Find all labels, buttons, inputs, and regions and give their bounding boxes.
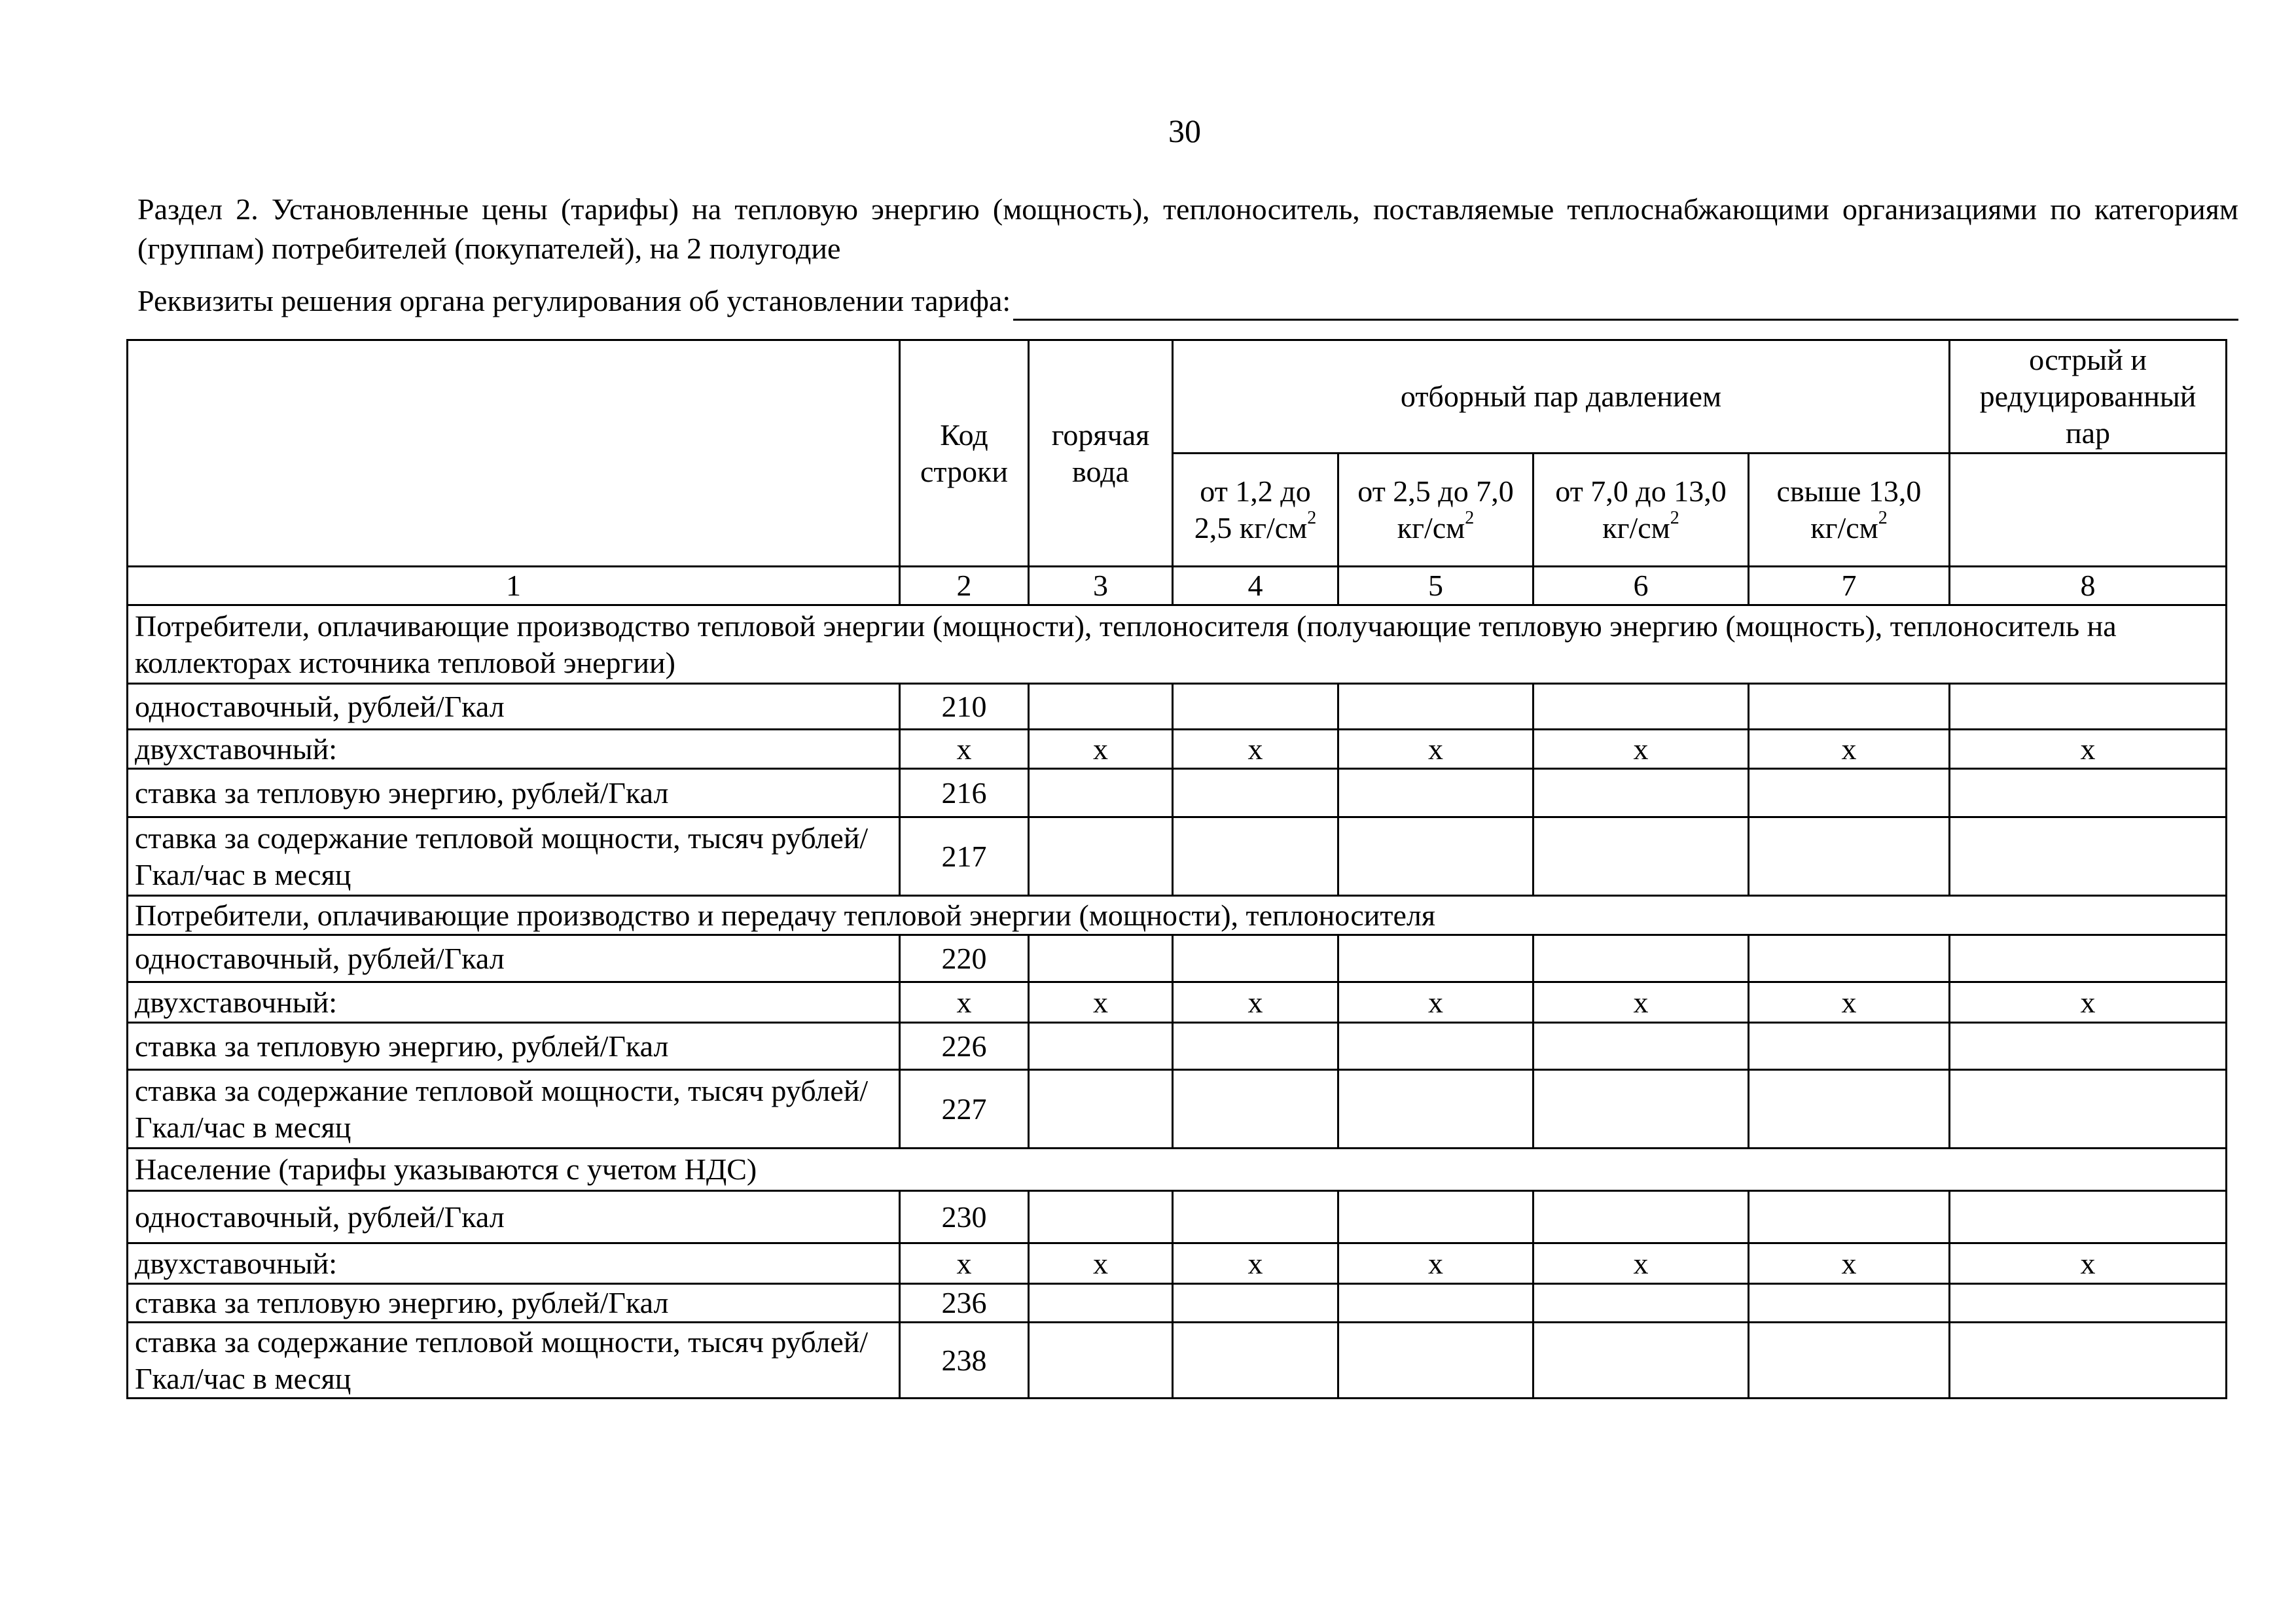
row-label: ставка за содержание тепловой мощности, тысяч рублей/Гкал/час в месяц [128,1323,900,1399]
value-cell [1173,1070,1338,1149]
value-cell [1534,1323,1749,1399]
row-code: 216 [900,769,1029,817]
header-code: Код строки [900,340,1029,567]
group-row [128,605,2227,684]
value-cell [1338,1284,1534,1323]
row-label: двухставочный: [128,730,900,769]
value-cell [1029,817,1173,896]
row-code: 236 [900,1284,1029,1323]
header-pressure-1-range: от 1,2 до 2,5 [1194,474,1311,544]
value-cell [1173,817,1338,896]
value-cell [1029,684,1173,730]
row-code: 210 [900,684,1029,730]
value-cell [1950,1284,2227,1323]
value-cell [1029,1070,1173,1149]
value-cell [1749,817,1950,896]
value-cell [1338,1023,1534,1070]
column-number-row [128,567,2227,605]
column-number: 1 [128,567,900,605]
value-cell: x [1173,730,1338,769]
table-row [128,935,2227,982]
value-cell [1950,817,2227,896]
header-pressure-1-unit: кг/см [1239,511,1308,544]
value-cell: x [1338,982,1534,1023]
value-cell [1749,1284,1950,1323]
value-cell [1749,1191,1950,1243]
value-cell: x [1173,1243,1338,1284]
value-cell [1029,1323,1173,1399]
header-pressure-3 [1534,454,1749,567]
value-cell: x [1338,1243,1534,1284]
row-label: ставка за содержание тепловой мощности, тысяч рублей/Гкал/час в месяц [128,1070,900,1149]
row-code: 227 [900,1070,1029,1149]
value-cell [1534,1284,1749,1323]
value-cell: x [1950,982,2227,1023]
column-number: 2 [900,567,1029,605]
group-title: Потребители, оплачивающие производство и передачу тепловой энергии (мощности), теплоносителя [128,896,2227,935]
value-cell [1950,769,2227,817]
value-cell [1749,684,1950,730]
value-cell [1534,1070,1749,1149]
value-cell: x [1749,1243,1950,1284]
row-label: одноставочный, рублей/Гкал [128,1191,900,1243]
value-cell [1749,769,1950,817]
row-label: ставка за тепловую энергию, рублей/Гкал [128,769,900,817]
table-row [128,1323,2227,1399]
group-title: Потребители, оплачивающие производство тепловой энергии (мощности), теплоносителя (получающие тепловую энергию (мощность), теплоноситель на коллекторах источника тепловой энергии) [128,605,2227,684]
column-number: 8 [1950,567,2227,605]
header-name-column [128,340,900,567]
table-row [128,1023,2227,1070]
value-cell: x [1029,1243,1173,1284]
table-body [128,567,2227,1399]
value-cell [1338,1070,1534,1149]
value-cell [1173,1284,1338,1323]
table-row [128,982,2227,1023]
value-cell [1534,817,1749,896]
header-sharp-steam-empty [1950,454,2227,567]
table-row [128,1191,2227,1243]
section-title: Раздел 2. Установленные цены (тарифы) на тепловую энергию (мощность), теплоноситель, поставляемые теплоснабжающими организациями по категориям (группам) потребителей (покупателей), на 2 полугодие [137,192,2238,265]
header-pressure-1 [1173,454,1338,567]
value-cell [1950,1191,2227,1243]
header-pressure-3-range: от 7,0 до 13,0 [1555,474,1727,508]
requisites-line [137,281,2238,321]
value-cell [1338,769,1534,817]
table-row [128,684,2227,730]
value-cell [1338,1323,1534,1399]
requisites-blank-field [1013,286,2238,321]
row-label: одноставочный, рублей/Гкал [128,935,900,982]
value-cell: x [1173,982,1338,1023]
header-sharp-steam: острый и редуцированный пар [1950,340,2227,454]
value-cell [1749,935,1950,982]
row-label: ставка за содержание тепловой мощности, тысяч рублей/Гкал/час в месяц [128,817,900,896]
row-code: x [900,730,1029,769]
value-cell [1534,1023,1749,1070]
table-row [128,817,2227,896]
page-number: 30 [1168,113,1201,149]
group-row [128,1149,2227,1191]
value-cell [1338,817,1534,896]
row-code: x [900,982,1029,1023]
header-pressure-2-range: от 2,5 до 7,0 [1357,474,1514,508]
value-cell [1029,1023,1173,1070]
value-cell [1534,684,1749,730]
tariff-table [126,339,2227,1399]
value-cell [1029,1284,1173,1323]
value-cell [1534,1191,1749,1243]
group-title: Население (тарифы указываются с учетом НДС) [128,1149,2227,1191]
header-pressure-2-unit: кг/см [1397,511,1465,544]
value-cell [1029,769,1173,817]
header-pressure-4-range: свыше 13,0 [1776,474,1922,508]
value-cell: x [1749,982,1950,1023]
header-pressure-2 [1338,454,1534,567]
value-cell: x [1534,982,1749,1023]
value-cell [1534,769,1749,817]
table-row [128,1243,2227,1284]
header-steam-group: отборный пар давлением [1173,340,1950,454]
row-code: 217 [900,817,1029,896]
value-cell [1173,935,1338,982]
requisites-label: Реквизиты решения органа регулирования об установлении тарифа: [137,284,1011,317]
value-cell: x [1029,730,1173,769]
row-label: одноставочный, рублей/Гкал [128,684,900,730]
value-cell [1950,935,2227,982]
row-code: x [900,1243,1029,1284]
row-label: двухставочный: [128,1243,900,1284]
header-pressure-1-unit-exp: 2 [1307,508,1317,528]
value-cell [1749,1323,1950,1399]
value-cell [1338,684,1534,730]
value-cell: x [1338,730,1534,769]
value-cell: x [1950,730,2227,769]
value-cell [1029,1191,1173,1243]
value-cell [1950,1023,2227,1070]
column-number: 6 [1534,567,1749,605]
value-cell [1029,935,1173,982]
header-pressure-3-unit: кг/см [1602,511,1670,544]
row-code: 220 [900,935,1029,982]
row-label: ставка за тепловую энергию, рублей/Гкал [128,1023,900,1070]
value-cell [1173,1191,1338,1243]
value-cell [1950,684,2227,730]
row-code: 230 [900,1191,1029,1243]
table-row [128,730,2227,769]
value-cell [1338,935,1534,982]
table-row [128,769,2227,817]
value-cell [1173,1323,1338,1399]
value-cell [1534,935,1749,982]
header-pressure-3-unit-exp: 2 [1670,508,1679,528]
row-code: 226 [900,1023,1029,1070]
value-cell [1173,1023,1338,1070]
group-row [128,896,2227,935]
header-pressure-4-unit: кг/см [1810,511,1878,544]
value-cell: x [1749,730,1950,769]
value-cell [1950,1070,2227,1149]
table-header [128,340,2227,567]
value-cell: x [1029,982,1173,1023]
header-hot-water: горячая вода [1029,340,1173,567]
table-row [128,1070,2227,1149]
column-number: 5 [1338,567,1534,605]
header-pressure-2-unit-exp: 2 [1465,508,1475,528]
row-label: двухставочный: [128,982,900,1023]
value-cell [1173,684,1338,730]
value-cell [1338,1191,1534,1243]
table-row [128,1284,2227,1323]
header-pressure-4-unit-exp: 2 [1878,508,1888,528]
row-label: ставка за тепловую энергию, рублей/Гкал [128,1284,900,1323]
value-cell [1749,1070,1950,1149]
row-code: 238 [900,1323,1029,1399]
value-cell: x [1534,730,1749,769]
value-cell [1749,1023,1950,1070]
value-cell: x [1950,1243,2227,1284]
column-number: 3 [1029,567,1173,605]
header-pressure-4 [1749,454,1950,567]
column-number: 7 [1749,567,1950,605]
value-cell: x [1534,1243,1749,1284]
column-number: 4 [1173,567,1338,605]
value-cell [1950,1323,2227,1399]
value-cell [1173,769,1338,817]
